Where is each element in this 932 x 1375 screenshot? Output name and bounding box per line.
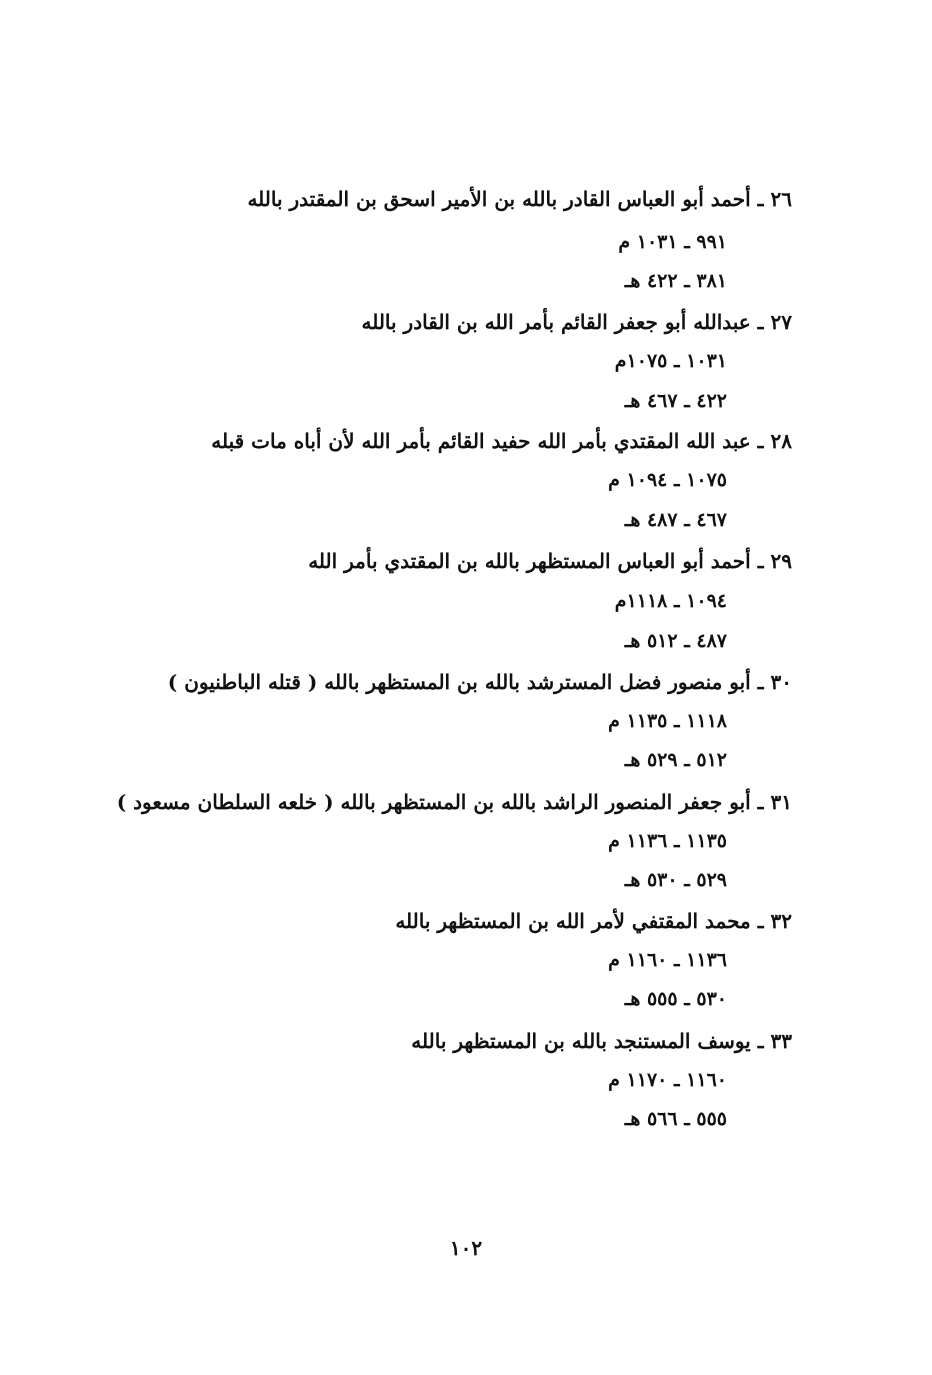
caliph-title: ٣٠ ـ أبو منصور فضل المسترشد بالله بن المستظهر بالله ( قتله الباطنيون ) (167, 670, 792, 694)
gregorian-dates: ١٠٣١ ـ ١٠٧٥م (614, 350, 727, 372)
hijri-dates: ٥٣٠ ـ ٥٥٥ هـ (624, 988, 727, 1010)
caliph-title: ٣٢ ـ محمد المقتفي لأمر الله بن المستظهر بالله (395, 909, 792, 933)
hijri-dates: ٤٨٧ ـ ٥١٢ هـ (624, 630, 727, 652)
caliph-title: ٢٧ ـ عبدالله أبو جعفر القائم بأمر الله بن القادر بالله (361, 310, 792, 334)
hijri-dates: ٥٥٥ ـ ٥٦٦ هـ (624, 1108, 727, 1130)
caliph-title: ٢٨ ـ عبد الله المقتدي بأمر الله حفيد القائم بأمر الله لأن أباه مات قبله (211, 429, 792, 453)
gregorian-dates: ١٠٧٥ ـ ١٠٩٤ م (608, 469, 727, 491)
hijri-dates: ٤٢٢ ـ ٤٦٧ هـ (624, 390, 727, 412)
page-number: ١٠٢ (449, 1236, 483, 1260)
gregorian-dates: ١١٣٥ ـ ١١٣٦ م (608, 830, 727, 852)
hijri-dates: ٥٢٩ ـ ٥٣٠ هـ (624, 869, 727, 891)
caliph-title: ٢٩ ـ أحمد أبو العباس المستظهر بالله بن المقتدي بأمر الله (308, 549, 792, 573)
gregorian-dates: ١١١٨ ـ ١١٣٥ م (608, 710, 727, 732)
gregorian-dates: ١٠٩٤ ـ ١١١٨م (614, 590, 727, 612)
hijri-dates: ٣٨١ ـ ٤٢٢ هـ (624, 270, 727, 292)
caliph-title: ٢٦ ـ أحمد أبو العباس القادر بالله بن الأمير اسحق بن المقتدر بالله (247, 187, 792, 211)
hijri-dates: ٤٦٧ ـ ٤٨٧ هـ (624, 509, 727, 531)
caliph-title: ٣٣ ـ يوسف المستنجد بالله بن المستظهر بالله (411, 1029, 792, 1053)
gregorian-dates: ٩٩١ ـ ١٠٣١ م (618, 231, 727, 253)
gregorian-dates: ١١٦٠ ـ ١١٧٠ م (608, 1069, 727, 1091)
hijri-dates: ٥١٢ ـ ٥٢٩ هـ (624, 749, 727, 771)
caliph-title: ٣١ ـ أبو جعفر المنصور الراشد بالله بن المستظهر بالله ( خلعه السلطان مسعود ) (116, 790, 792, 814)
gregorian-dates: ١١٣٦ ـ ١١٦٠ م (608, 949, 727, 971)
